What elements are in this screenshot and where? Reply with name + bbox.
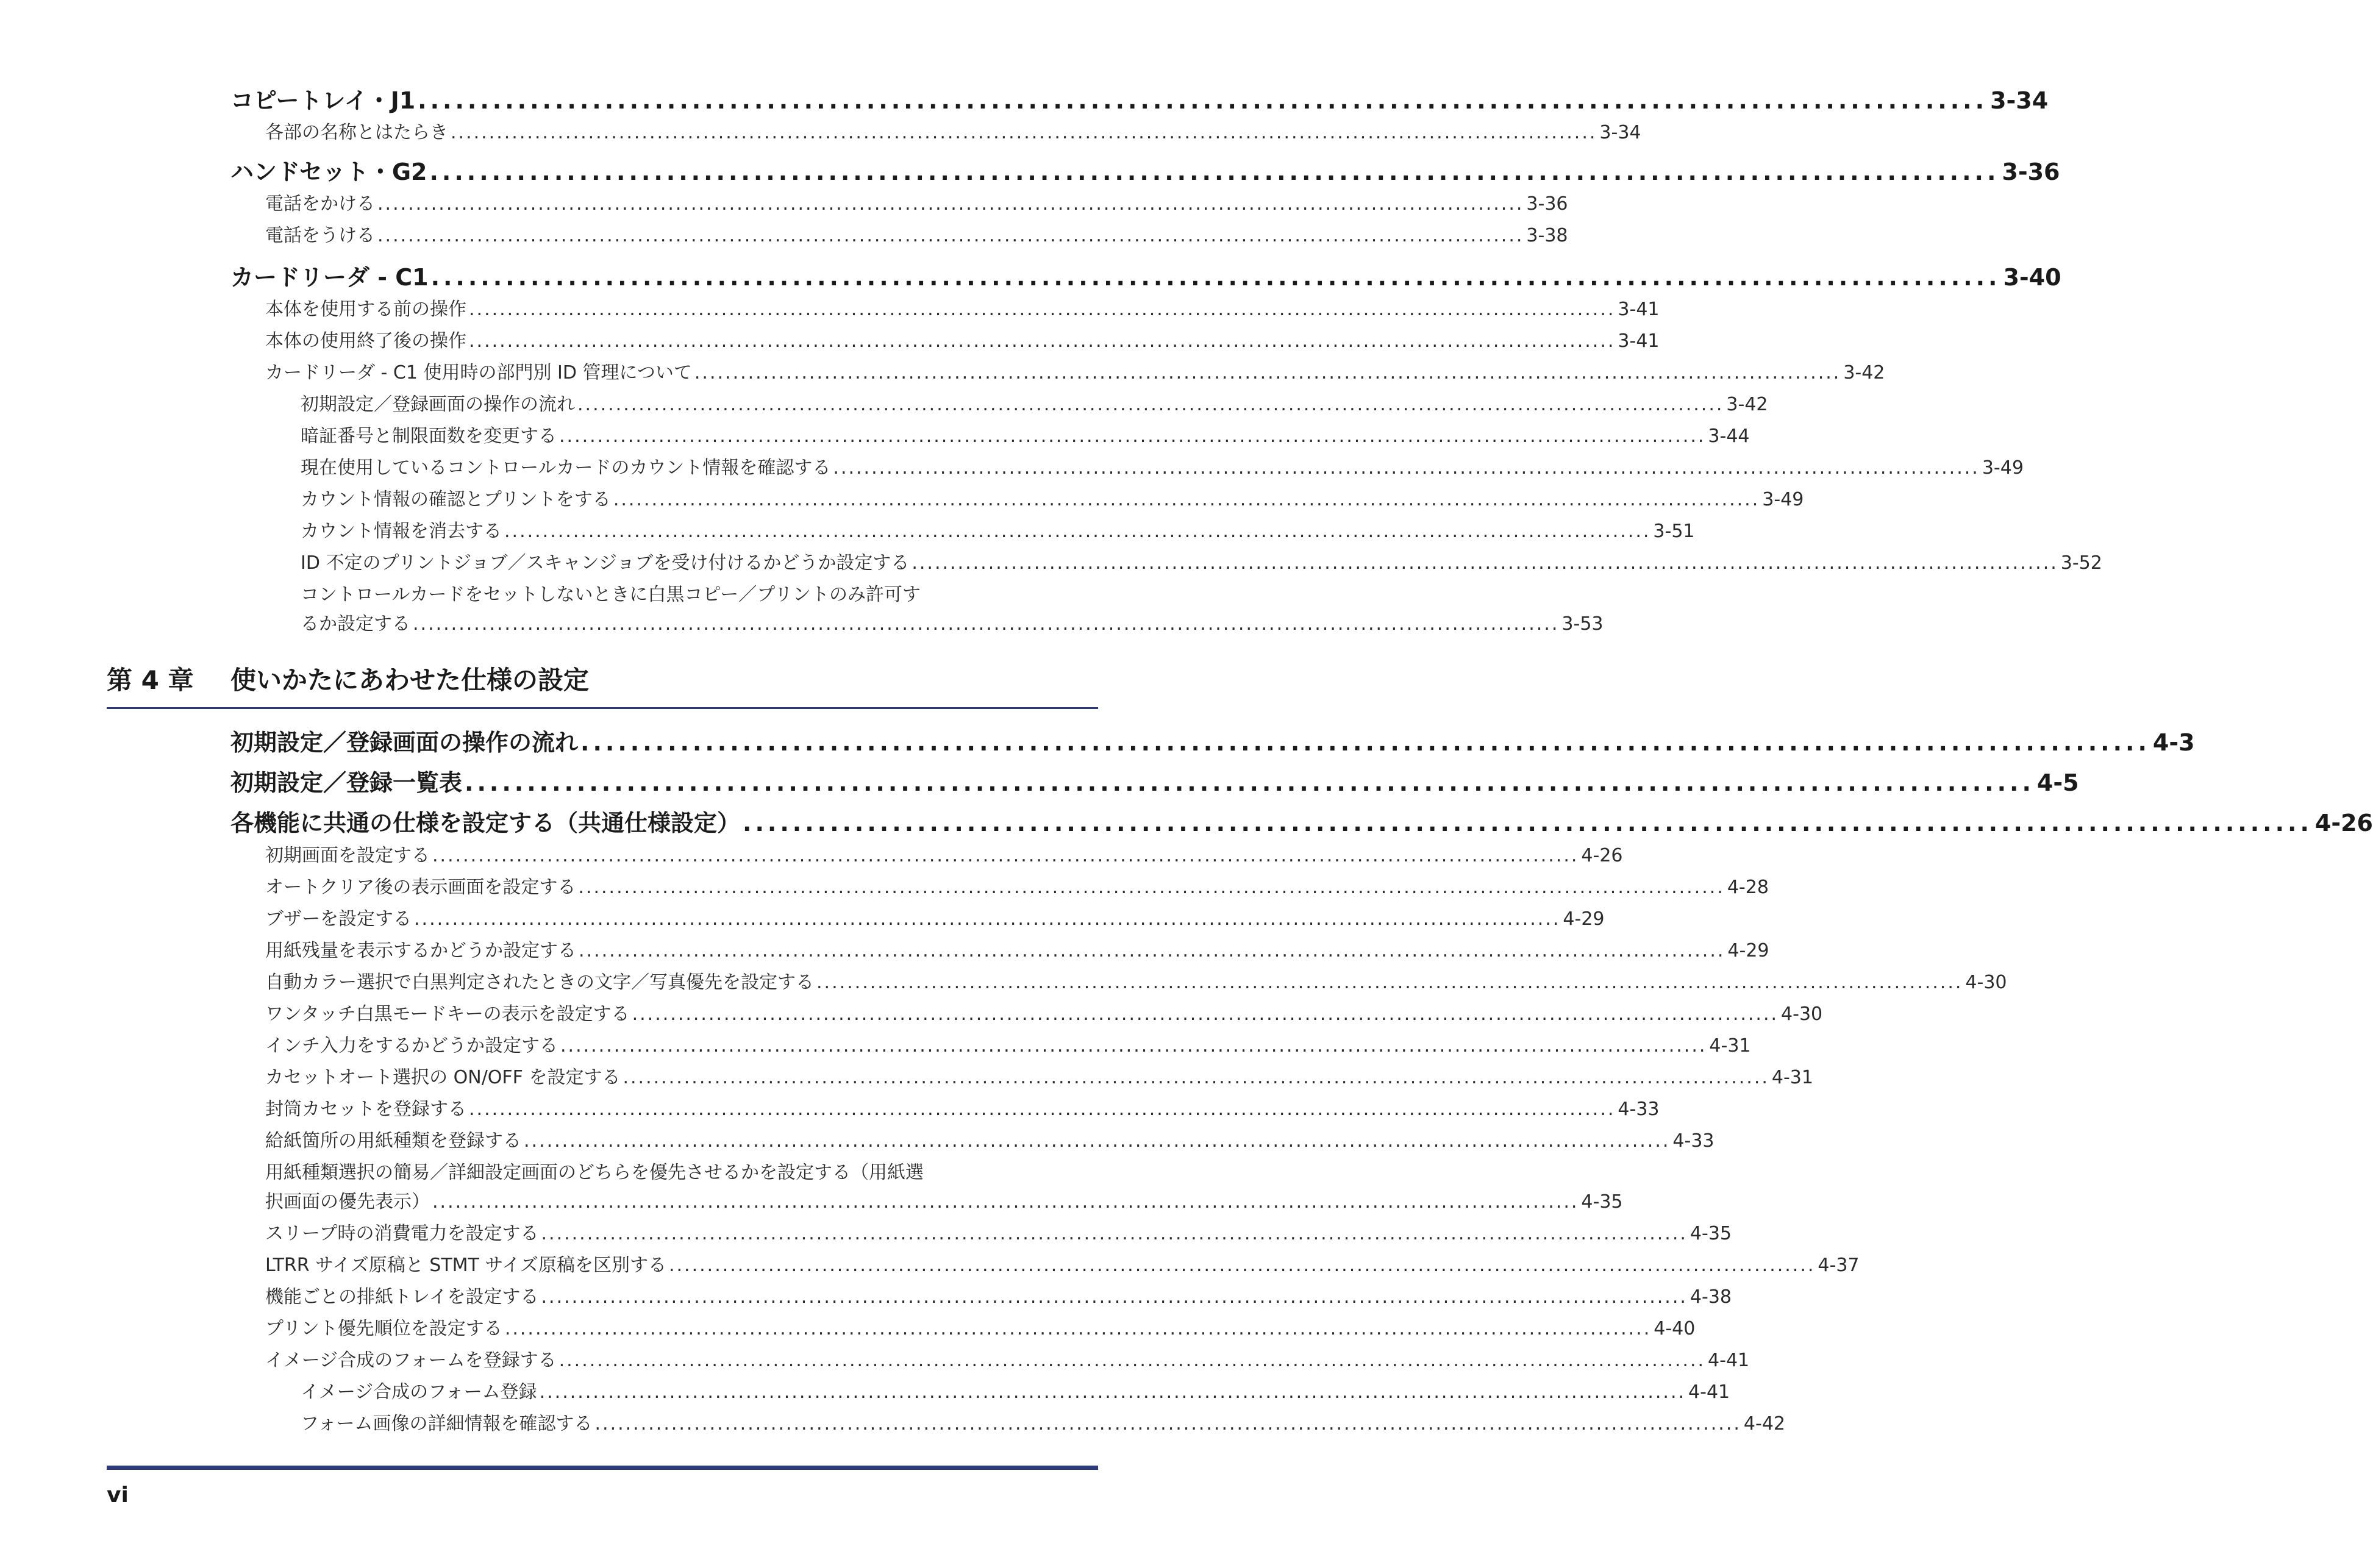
toc-entry[interactable] xyxy=(265,935,1769,962)
toc-leader: ...................................................................................................................................................... xyxy=(579,940,1725,961)
toc-entry-page: 3-53 xyxy=(1561,613,1604,635)
toc-entry[interactable] xyxy=(265,1062,1813,1089)
toc-entry-page: 3-36 xyxy=(2002,159,2060,185)
toc-entry-title: インチ入力をするかどうか設定する xyxy=(265,1035,558,1057)
toc-leader: ...................................................................................................................................................... xyxy=(577,394,1724,415)
toc-entry[interactable] xyxy=(301,1408,1786,1435)
toc-leader: ...................................................................................................................................................... xyxy=(504,521,1651,542)
toc-entry-page: 3-42 xyxy=(1726,394,1768,415)
toc-leader: ...................................................................................................................................................... xyxy=(668,1255,1816,1276)
toc-leader: ...................................................................................................................................................... xyxy=(432,1191,1579,1213)
toc-entry[interactable] xyxy=(301,452,2024,479)
toc-entry-page: 3-34 xyxy=(1990,87,2049,114)
toc-entry[interactable] xyxy=(301,547,2102,574)
toc-entry-title: LTRR サイズ原稿と STMT サイズ原稿を区別する xyxy=(265,1255,666,1276)
toc-entry-title: 各部の名称とはたらき xyxy=(265,122,448,143)
toc-entry[interactable] xyxy=(265,1125,1715,1152)
toc-entry[interactable] xyxy=(265,1186,1623,1213)
toc-entry-page: 3-49 xyxy=(1762,489,1804,510)
toc-entry-page: 3-41 xyxy=(1618,330,1660,352)
toc-entry-title: 各機能に共通の仕様を設定する（共通仕様設定） xyxy=(230,810,741,836)
toc-entry-page: 3-52 xyxy=(2060,552,2102,574)
toc-entry-title: 電話をうける xyxy=(265,225,375,246)
toc-leader: ...................................................................................................................................................... xyxy=(558,1350,1706,1371)
toc-leader: .............................................................................................................................. xyxy=(743,810,2313,836)
toc-entry-page: 4-33 xyxy=(1618,1099,1660,1120)
toc-entry[interactable] xyxy=(230,804,2373,837)
toc-leader: ...................................................................................................................................................... xyxy=(469,299,1616,320)
toc-entry[interactable] xyxy=(230,764,2079,797)
toc-leader: .............................................................................................................................. xyxy=(430,264,2001,291)
toc-entry-title: カードリーダ - C1 使用時の部門別 ID 管理について xyxy=(265,362,692,383)
toc-entry[interactable] xyxy=(265,357,1885,384)
toc-entry-page: 4-41 xyxy=(1688,1381,1730,1403)
toc-entry[interactable] xyxy=(265,117,1641,144)
toc-entry[interactable] xyxy=(265,188,1568,215)
page-number: vi xyxy=(107,1483,129,1508)
toc-leader: .............................................................................................................................. xyxy=(465,769,2035,796)
toc-entry-title: 暗証番号と制限面数を変更する xyxy=(301,426,557,447)
footer-divider xyxy=(107,1466,1098,1470)
toc-entry[interactable] xyxy=(265,326,1660,352)
chapter-title: 使いかたにあわせた仕様の設定 xyxy=(230,665,590,695)
toc-entry[interactable] xyxy=(265,999,1823,1025)
toc-entry-title: イメージ合成のフォーム登録 xyxy=(301,1381,537,1403)
toc-entry-page: 3-41 xyxy=(1618,299,1660,320)
toc-entry[interactable] xyxy=(230,724,2195,757)
toc-entry[interactable] xyxy=(265,1345,1750,1372)
toc-leader: ...................................................................................................................................................... xyxy=(504,1318,1652,1339)
toc-entry[interactable] xyxy=(301,608,1604,635)
toc-entry-page: 4-3 xyxy=(2152,729,2195,756)
toc-entry[interactable] xyxy=(265,1281,1732,1308)
toc-entry[interactable] xyxy=(301,516,1695,543)
toc-entry-title: 初期設定／登録一覧表 xyxy=(230,769,463,796)
toc-entry-title: 機能ごとの排紙トレイを設定する xyxy=(265,1286,539,1308)
toc-leader: ...................................................................................................................................................... xyxy=(559,426,1706,447)
toc-leader: ...................................................................................................................................................... xyxy=(377,225,1524,246)
toc-entry-page: 4-30 xyxy=(1965,972,2007,993)
toc-leader: ...................................................................................................................................................... xyxy=(469,330,1616,352)
toc-leader: ...................................................................................................................................................... xyxy=(613,489,1760,510)
toc-entry[interactable] xyxy=(301,421,1750,447)
toc-entry-title: フォーム画像の詳細情報を確認する xyxy=(301,1413,593,1434)
toc-leader: ...................................................................................................................................................... xyxy=(912,552,2058,574)
toc-leader: ...................................................................................................................................................... xyxy=(541,1286,1688,1308)
toc-entry-title: 電話をかける xyxy=(265,193,375,215)
toc-entry-page: 3-40 xyxy=(2003,264,2061,291)
toc-entry[interactable] xyxy=(301,484,1804,511)
toc-leader: ...................................................................................................................................................... xyxy=(432,845,1579,866)
toc-entry-page: 4-35 xyxy=(1581,1191,1623,1213)
toc-entry-title: ブザーを設定する xyxy=(265,908,412,930)
toc-entry-page: 4-31 xyxy=(1709,1035,1751,1057)
toc-entry[interactable] xyxy=(265,967,2007,994)
toc-leader: ...................................................................................................................................................... xyxy=(524,1130,1671,1152)
toc-leader: ...................................................................................................................................................... xyxy=(560,1035,1707,1057)
toc-entry-page: 3-34 xyxy=(1599,122,1641,143)
toc-entry-title: プリント優先順位を設定する xyxy=(265,1318,502,1339)
toc-entry-title: イメージ合成のフォームを登録する xyxy=(265,1350,557,1371)
toc-entry-page: 3-44 xyxy=(1708,426,1750,447)
toc-entry-title: 自動カラー選択で白黒判定されたときの文字／写真優先を設定する xyxy=(265,972,814,993)
toc-entry-title: 初期設定／登録画面の操作の流れ xyxy=(230,729,579,756)
toc-entry-title: ハンドセット・G2 xyxy=(230,159,427,185)
toc-entry[interactable] xyxy=(265,1313,1696,1340)
toc-entry[interactable] xyxy=(265,1218,1732,1245)
toc-leader: .............................................................................................................................. xyxy=(429,159,2000,185)
toc-entry-page: 4-5 xyxy=(2036,769,2079,796)
toc-entry-page: 3-49 xyxy=(1982,457,2024,479)
toc-leader: ...................................................................................................................................................... xyxy=(377,193,1524,215)
toc-entry[interactable] xyxy=(265,294,1660,321)
toc-leader: ...................................................................................................................................................... xyxy=(451,122,1597,143)
toc-entry-page: 4-31 xyxy=(1771,1067,1813,1088)
toc-entry[interactable] xyxy=(265,840,1623,867)
toc-entry-page: 4-30 xyxy=(1781,1003,1823,1025)
toc-leader: ...................................................................................................................................................... xyxy=(541,1223,1688,1244)
toc-entry[interactable] xyxy=(265,1030,1751,1057)
toc-entry-title: 初期設定／登録画面の操作の流れ xyxy=(301,394,575,415)
toc-entry-page: 4-38 xyxy=(1690,1286,1732,1308)
toc-entry-title: オートクリア後の表示画面を設定する xyxy=(265,877,576,898)
toc-entry-page: 4-29 xyxy=(1563,908,1605,930)
toc-entry-title: 封筒カセットを登録する xyxy=(265,1099,466,1120)
toc-leader: .............................................................................................................................. xyxy=(580,729,2150,756)
chapter-number: 第 4 章 xyxy=(107,665,194,695)
toc-leader: ...................................................................................................................................................... xyxy=(594,1413,1741,1434)
toc-leader: ...................................................................................................................................................... xyxy=(578,877,1725,898)
toc-entry-page: 3-36 xyxy=(1526,193,1568,215)
toc-leader: ...................................................................................................................................................... xyxy=(414,908,1561,930)
toc-entry-page: 4-29 xyxy=(1727,940,1769,961)
toc-entry-page: 4-35 xyxy=(1690,1223,1732,1244)
toc-entry-page: 4-26 xyxy=(2314,810,2373,836)
toc-leader: ...................................................................................................................................................... xyxy=(694,362,1841,383)
toc-entry-page: 4-26 xyxy=(1581,845,1623,866)
toc-entry-title: カウント情報を消去する xyxy=(301,521,502,542)
toc-entry-page: 4-42 xyxy=(1743,1413,1786,1434)
toc-entry-page: 4-40 xyxy=(1654,1318,1696,1339)
toc-entry[interactable] xyxy=(230,258,2061,291)
toc-entry-title: コピートレイ・J1 xyxy=(230,87,416,114)
toc-entry-page: 3-42 xyxy=(1843,362,1885,383)
toc-entry-title: カウント情報の確認とプリントをする xyxy=(301,489,611,510)
toc-entry-title-line1[interactable]: 用紙種類選択の簡易／詳細設定画面のどちらを優先させるかを設定する（用紙選 xyxy=(265,1162,924,1183)
toc-entry-title: ワンタッチ白黒モードキーの表示を設定する xyxy=(265,1003,630,1025)
toc-entry[interactable] xyxy=(265,1094,1660,1121)
toc-entry-title: カードリーダ - C1 xyxy=(230,264,429,291)
toc-leader: ...................................................................................................................................................... xyxy=(632,1003,1779,1025)
toc-entry-page: 3-51 xyxy=(1653,521,1695,542)
toc-entry[interactable] xyxy=(301,1377,1730,1403)
toc-entry[interactable] xyxy=(230,153,2060,186)
toc-leader: ...................................................................................................................................................... xyxy=(413,613,1560,635)
toc-entry[interactable] xyxy=(230,82,2049,115)
toc-entry-page: 4-28 xyxy=(1727,877,1769,898)
toc-leader: ...................................................................................................................................................... xyxy=(539,1381,1686,1403)
toc-entry-title: 用紙残量を表示するかどうか設定する xyxy=(265,940,576,961)
toc-leader: ...................................................................................................................................................... xyxy=(469,1099,1616,1120)
toc-leader: .............................................................................................................................. xyxy=(418,87,1988,114)
toc-entry-page: 3-38 xyxy=(1526,225,1568,246)
toc-leader: ...................................................................................................................................................... xyxy=(816,972,1963,993)
toc-entry-title: カセットオート選択の ON/OFF を設定する xyxy=(265,1067,621,1088)
toc-entry-title: 択画面の優先表示） xyxy=(265,1191,430,1213)
toc-entry-page: 4-33 xyxy=(1672,1130,1715,1152)
toc-entry[interactable] xyxy=(265,220,1568,247)
toc-entry[interactable] xyxy=(265,1250,1860,1277)
toc-entry-page: 4-41 xyxy=(1708,1350,1750,1371)
toc-entry-title: ID 不定のプリントジョブ／スキャンジョブを受け付けるかどうか設定する xyxy=(301,552,910,574)
toc-entry[interactable] xyxy=(265,903,1605,930)
toc-entry-title: 本体の使用終了後の操作 xyxy=(265,330,466,352)
toc-entry[interactable] xyxy=(301,389,1768,416)
toc-entry[interactable] xyxy=(265,872,1769,899)
toc-entry-title: るか設定する xyxy=(301,613,410,635)
toc-entry-title: 初期画面を設定する xyxy=(265,845,430,866)
toc-entry-title: 現在使用しているコントロールカードのカウント情報を確認する xyxy=(301,457,831,479)
toc-entry-title: スリープ時の消費電力を設定する xyxy=(265,1223,539,1244)
toc-entry-title-line1[interactable]: コントロールカードをセットしないときに白黒コピー／プリントのみ許可す xyxy=(301,584,921,605)
toc-entry-title: 本体を使用する前の操作 xyxy=(265,299,466,320)
toc-entry-page: 4-37 xyxy=(1818,1255,1860,1276)
toc-leader: ...................................................................................................................................................... xyxy=(833,457,1980,479)
toc-entry-title: 給紙箇所の用紙種類を登録する xyxy=(265,1130,521,1152)
toc-leader: ...................................................................................................................................................... xyxy=(623,1067,1769,1088)
chapter-divider xyxy=(107,707,1098,709)
